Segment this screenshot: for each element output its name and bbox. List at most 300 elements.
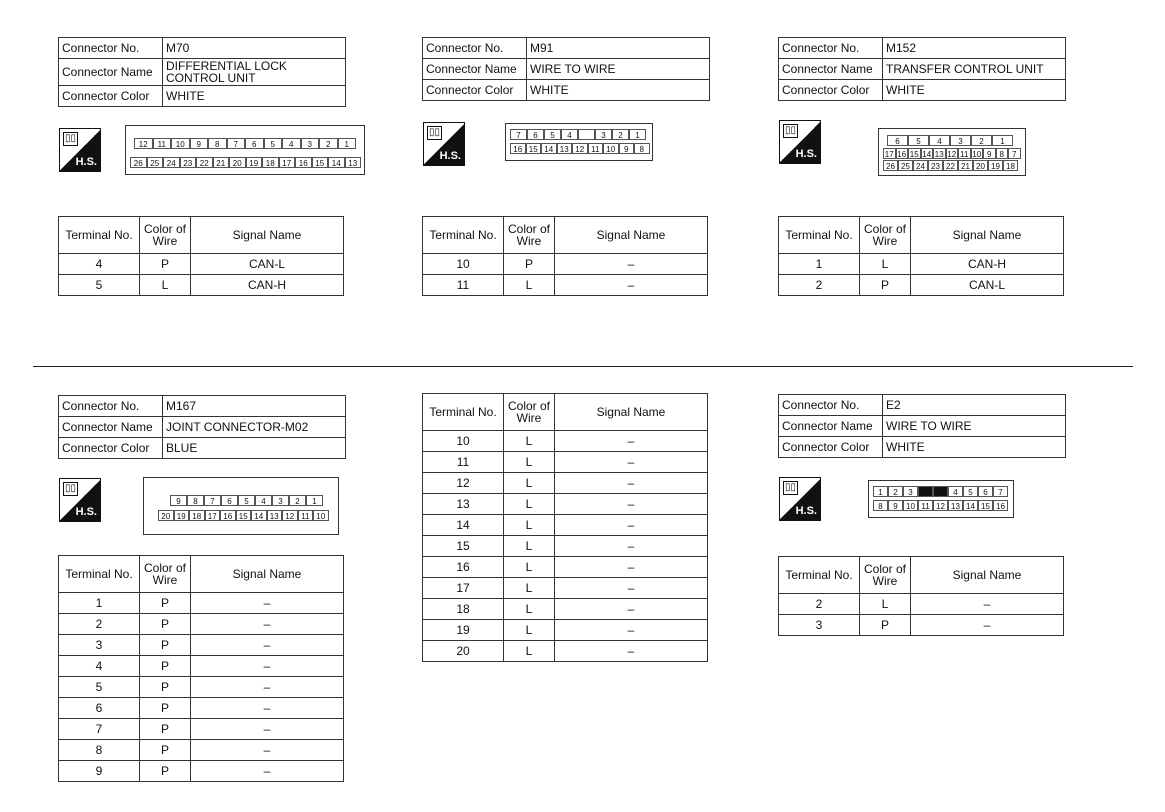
terminal-no-cell: 1 — [779, 254, 860, 275]
pin-cell: 10 — [313, 510, 329, 521]
terminal-no-header: Terminal No. — [423, 394, 504, 431]
terminal-table — [422, 393, 708, 662]
wire-color-header: Color of Wire — [140, 556, 191, 593]
wire-color-cell: L — [504, 557, 555, 578]
pin-cell: 21 — [958, 160, 973, 171]
pin-cell: 22 — [196, 157, 213, 168]
pin-cell: 2 — [971, 135, 992, 146]
pin-cell: 11 — [588, 143, 604, 154]
pin-cell: 10 — [903, 500, 918, 511]
table-row — [423, 254, 708, 275]
pin-blank — [933, 486, 948, 497]
hs-label: H.S. — [439, 150, 461, 162]
pin-cell: 6 — [978, 486, 993, 497]
terminal-table — [58, 555, 344, 782]
wire-color-cell: P — [140, 254, 191, 275]
pin-cell: 15 — [312, 157, 329, 168]
pin-cell: 1 — [306, 495, 323, 506]
table-row — [59, 677, 344, 698]
connector-info-table — [778, 394, 1066, 458]
wire-color-cell: P — [140, 656, 191, 677]
wire-color-header: Color of Wire — [504, 394, 555, 431]
pin-blank — [578, 129, 595, 140]
terminal-table — [778, 556, 1064, 636]
pin-cell: 7 — [227, 138, 246, 149]
table-row — [59, 740, 344, 761]
signal-name-cell: – — [555, 620, 708, 641]
table-row — [423, 275, 708, 296]
terminal-no-cell: 7 — [59, 719, 140, 740]
terminal-no-cell: 3 — [59, 635, 140, 656]
pin-cell: 24 — [913, 160, 928, 171]
pin-cell: 10 — [171, 138, 190, 149]
connector-color-value: WHITE — [527, 80, 710, 101]
wire-color-header: Color of Wire — [860, 557, 911, 594]
pin-cell: 23 — [928, 160, 943, 171]
pin-cell: 18 — [189, 510, 205, 521]
connector-color-label: Connector Color — [59, 438, 163, 459]
wire-color-cell: P — [140, 677, 191, 698]
connector-color-label: Connector Color — [779, 80, 883, 101]
signal-name-cell: – — [911, 615, 1064, 636]
connector-no-value: M70 — [163, 38, 346, 59]
wire-color-cell: L — [504, 578, 555, 599]
pin-cell: 19 — [174, 510, 190, 521]
hs-label: H.S. — [795, 505, 817, 517]
terminal-no-cell: 14 — [423, 515, 504, 536]
signal-name-header: Signal Name — [911, 557, 1064, 594]
wire-color-cell: P — [140, 635, 191, 656]
pin-cell: 7 — [510, 129, 527, 140]
terminal-no-cell: 2 — [59, 614, 140, 635]
table-row — [59, 719, 344, 740]
table-row — [423, 641, 708, 662]
pin-cell: 15 — [909, 150, 919, 159]
signal-name-header: Signal Name — [191, 217, 344, 254]
pin-cell: 8 — [996, 148, 1009, 159]
hs-label: H.S. — [75, 506, 97, 518]
table-row — [423, 578, 708, 599]
pin-cell: 16 — [510, 143, 526, 154]
pin-cell: 24 — [163, 157, 180, 168]
pin-cell: 9 — [888, 500, 903, 511]
pin-cell: 5 — [544, 129, 561, 140]
harness-side-icon: ▯▯ H.S. — [59, 128, 101, 172]
wire-color-cell: L — [504, 620, 555, 641]
pin-cell: 15 — [526, 143, 542, 154]
pin-row — [130, 157, 361, 168]
pin-cell: 4 — [561, 129, 578, 140]
connector-no-label: Connector No. — [779, 395, 883, 416]
pin-cell: 1 — [629, 129, 646, 140]
table-row — [59, 593, 344, 614]
connector-face-m70 — [125, 125, 365, 175]
pin-cell: 9 — [170, 495, 187, 506]
pin-cell: 25 — [898, 160, 913, 171]
table-row — [423, 599, 708, 620]
pin-cell: 15 — [978, 500, 993, 511]
signal-name-cell: – — [191, 761, 344, 782]
pin-cell: 3 — [301, 138, 320, 149]
terminal-no-cell: 8 — [59, 740, 140, 761]
pin-cell: 12 — [947, 150, 957, 159]
connector-no-value: E2 — [883, 395, 1066, 416]
pin-cell: 20 — [973, 160, 988, 171]
wire-color-cell: L — [504, 641, 555, 662]
terminal-no-cell: 4 — [59, 656, 140, 677]
connector-name-label: Connector Name — [423, 59, 527, 80]
wire-color-cell: L — [504, 473, 555, 494]
terminal-no-header: Terminal No. — [423, 217, 504, 254]
connector-name-label: Connector Name — [59, 417, 163, 438]
pin-cell: 13 — [948, 500, 963, 511]
pin-cell: 6 — [527, 129, 544, 140]
pin-cell: 1 — [338, 138, 357, 149]
pin-cell: 14 — [251, 510, 267, 521]
wire-color-cell: P — [140, 614, 191, 635]
signal-name-cell: – — [191, 614, 344, 635]
pin-cell: 9 — [190, 138, 209, 149]
connector-name-label: Connector Name — [779, 59, 883, 80]
pin-cell: 8 — [873, 500, 888, 511]
connector-color-value: WHITE — [883, 80, 1066, 101]
table-row — [423, 557, 708, 578]
pin-cell: 11 — [958, 148, 971, 159]
signal-name-cell: CAN-L — [911, 275, 1064, 296]
wire-color-cell: L — [504, 494, 555, 515]
terminal-no-cell: 10 — [423, 431, 504, 452]
pin-cell: 3 — [903, 486, 918, 497]
table-row — [779, 594, 1064, 615]
connector-name-value: WIRE TO WIRE — [527, 59, 710, 80]
table-row — [59, 761, 344, 782]
table-row — [59, 254, 344, 275]
pin-cell: 2 — [612, 129, 629, 140]
pin-blank — [918, 486, 933, 497]
signal-name-cell: – — [555, 578, 708, 599]
pin-cell: 12 — [134, 138, 153, 149]
pin-cell: 19 — [246, 157, 263, 168]
pin-cell: 2 — [289, 495, 306, 506]
connector-no-value: M167 — [163, 396, 346, 417]
pin-cell: 16 — [220, 510, 236, 521]
pin-cell: 12 — [572, 143, 588, 154]
table-row — [779, 254, 1064, 275]
terminal-no-cell: 6 — [59, 698, 140, 719]
table-row — [59, 656, 344, 677]
terminal-no-cell: 18 — [423, 599, 504, 620]
pin-cell: 26 — [883, 160, 898, 171]
table-row — [779, 615, 1064, 636]
pin-cell: 16 — [993, 500, 1008, 511]
pin-cell: 17 — [884, 150, 894, 159]
connector-face-m167 — [143, 477, 339, 535]
signal-name-cell: – — [911, 594, 1064, 615]
pin-cell: 23 — [180, 157, 197, 168]
terminal-no-header: Terminal No. — [59, 556, 140, 593]
pin-cell: 7 — [1008, 148, 1021, 159]
terminal-no-cell: 16 — [423, 557, 504, 578]
pin-cell: 6 — [221, 495, 238, 506]
pin-cell: 3 — [272, 495, 289, 506]
pin-cell: 4 — [282, 138, 301, 149]
terminal-table — [778, 216, 1064, 296]
wire-color-header: Color of Wire — [860, 217, 911, 254]
signal-name-cell: – — [191, 677, 344, 698]
terminal-no-cell: 5 — [59, 677, 140, 698]
signal-name-cell: – — [555, 536, 708, 557]
connector-name-value: JOINT CONNECTOR-M02 — [163, 417, 346, 438]
wire-color-cell: L — [860, 594, 911, 615]
terminal-no-header: Terminal No. — [59, 217, 140, 254]
table-row — [423, 473, 708, 494]
connector-face-m152 — [878, 128, 1026, 176]
terminal-no-cell: 1 — [59, 593, 140, 614]
pin-cell: 13 — [267, 510, 283, 521]
hs-label: H.S. — [75, 156, 97, 168]
table-row — [59, 275, 344, 296]
signal-name-cell: – — [555, 473, 708, 494]
wire-color-cell: P — [504, 254, 555, 275]
hs-label: H.S. — [795, 148, 817, 160]
terminal-no-cell: 17 — [423, 578, 504, 599]
signal-name-cell: – — [555, 599, 708, 620]
signal-name-cell: – — [191, 740, 344, 761]
wire-color-cell: P — [140, 593, 191, 614]
pin-cell: 5 — [238, 495, 255, 506]
pin-cell: 17 — [205, 510, 221, 521]
connector-color-value: WHITE — [163, 86, 346, 107]
pin-row — [873, 500, 1008, 511]
pin-cell: 26 — [130, 157, 147, 168]
pin-cell: 14 — [328, 157, 345, 168]
pin-cell: 18 — [262, 157, 279, 168]
pin-cell: 1 — [992, 135, 1013, 146]
harness-side-icon: ▯▯ H.S. — [779, 120, 821, 164]
wire-color-cell: L — [504, 452, 555, 473]
terminal-no-cell: 19 — [423, 620, 504, 641]
wire-color-cell: L — [860, 254, 911, 275]
wire-color-cell: L — [504, 599, 555, 620]
pin-cell: 4 — [255, 495, 272, 506]
pin-cell: 22 — [943, 160, 958, 171]
wire-color-cell: L — [504, 431, 555, 452]
terminal-no-cell: 11 — [423, 452, 504, 473]
pin-cell: 9 — [619, 143, 635, 154]
signal-name-cell: – — [191, 635, 344, 656]
table-row — [423, 452, 708, 473]
pin-cell: 8 — [187, 495, 204, 506]
pin-cell: 14 — [922, 150, 932, 159]
pin-row — [158, 510, 329, 521]
pin-cell: 10 — [972, 150, 982, 159]
connector-color-label: Connector Color — [59, 86, 163, 107]
pin-cell: 10 — [603, 143, 619, 154]
pin-cell: 16 — [897, 150, 907, 159]
signal-name-header: Signal Name — [555, 394, 708, 431]
terminal-table — [58, 216, 344, 296]
signal-name-cell: – — [555, 557, 708, 578]
terminal-no-cell: 12 — [423, 473, 504, 494]
connector-no-label: Connector No. — [59, 396, 163, 417]
pin-cell: 13 — [934, 150, 944, 159]
pin-cell: 4 — [929, 135, 950, 146]
pin-cell: 11 — [298, 510, 314, 521]
signal-name-cell: – — [555, 494, 708, 515]
wire-color-cell: P — [140, 698, 191, 719]
pin-row — [887, 135, 1013, 146]
connector-no-label: Connector No. — [779, 38, 883, 59]
signal-name-header: Signal Name — [911, 217, 1064, 254]
pin-cell: 21 — [213, 157, 230, 168]
section-divider — [33, 366, 1133, 367]
wire-color-cell: P — [140, 719, 191, 740]
wire-color-cell: L — [504, 275, 555, 296]
pin-row — [883, 148, 1021, 159]
connector-color-value: BLUE — [163, 438, 346, 459]
terminal-no-cell: 13 — [423, 494, 504, 515]
wire-color-cell: L — [504, 515, 555, 536]
table-row — [59, 614, 344, 635]
wire-color-cell: P — [140, 761, 191, 782]
signal-name-cell: – — [555, 254, 708, 275]
connector-name-value: DIFFERENTIAL LOCK CONTROL UNIT — [163, 59, 346, 86]
connector-info-table — [422, 37, 710, 101]
connector-name-value: TRANSFER CONTROL UNIT — [883, 59, 1066, 80]
pin-cell: 1 — [873, 486, 888, 497]
pin-cell: 2 — [319, 138, 338, 149]
table-row — [59, 698, 344, 719]
pin-cell: 14 — [541, 143, 557, 154]
pin-cell: 2 — [888, 486, 903, 497]
terminal-no-cell: 2 — [779, 275, 860, 296]
pin-cell: 20 — [229, 157, 246, 168]
pin-row — [170, 495, 323, 506]
connector-info-table — [58, 395, 346, 459]
table-row — [59, 635, 344, 656]
terminal-table — [422, 216, 708, 296]
connector-no-label: Connector No. — [423, 38, 527, 59]
signal-name-cell: – — [191, 719, 344, 740]
pin-cell: 8 — [208, 138, 227, 149]
terminal-no-cell: 11 — [423, 275, 504, 296]
wire-color-header: Color of Wire — [140, 217, 191, 254]
connector-name-label: Connector Name — [59, 59, 163, 86]
table-row — [423, 515, 708, 536]
harness-side-icon: ▯▯ H.S. — [423, 122, 465, 166]
harness-side-icon: ▯▯ H.S. — [779, 477, 821, 521]
table-row — [423, 536, 708, 557]
pin-cell: 18 — [1003, 160, 1018, 171]
connector-color-value: WHITE — [883, 437, 1066, 458]
pin-cell: 3 — [595, 129, 612, 140]
wire-color-cell: P — [860, 275, 911, 296]
pin-cell: 8 — [634, 143, 650, 154]
table-row — [423, 620, 708, 641]
signal-name-cell: – — [555, 452, 708, 473]
pin-cell: 11 — [153, 138, 172, 149]
pin-row — [510, 129, 646, 140]
pin-cell: 13 — [557, 143, 573, 154]
signal-name-cell: – — [555, 431, 708, 452]
pin-row — [510, 143, 650, 154]
wire-color-cell: L — [140, 275, 191, 296]
pin-cell: 14 — [963, 500, 978, 511]
terminal-no-header: Terminal No. — [779, 557, 860, 594]
signal-name-cell: – — [191, 698, 344, 719]
pin-cell: 19 — [988, 160, 1003, 171]
pin-row — [873, 486, 1008, 497]
table-row — [779, 275, 1064, 296]
pin-cell: 12 — [933, 500, 948, 511]
pin-cell: 11 — [918, 500, 933, 511]
signal-name-cell: – — [555, 515, 708, 536]
pin-cell: 4 — [948, 486, 963, 497]
connector-color-label: Connector Color — [779, 437, 883, 458]
signal-name-cell: CAN-L — [191, 254, 344, 275]
terminal-no-cell: 2 — [779, 594, 860, 615]
wire-color-header: Color of Wire — [504, 217, 555, 254]
connector-face-m91 — [505, 123, 653, 161]
pin-row — [883, 160, 1018, 171]
pin-cell: 3 — [950, 135, 971, 146]
signal-name-cell: CAN-H — [911, 254, 1064, 275]
signal-name-cell: CAN-H — [191, 275, 344, 296]
table-row — [423, 494, 708, 515]
pin-row — [134, 138, 356, 149]
wire-color-cell: L — [504, 536, 555, 557]
wire-color-cell: P — [860, 615, 911, 636]
signal-name-cell: – — [555, 275, 708, 296]
terminal-no-cell: 3 — [779, 615, 860, 636]
connector-no-value: M152 — [883, 38, 1066, 59]
terminal-no-cell: 4 — [59, 254, 140, 275]
pin-cell: 16 — [295, 157, 312, 168]
pin-cell: 6 — [245, 138, 264, 149]
terminal-no-cell: 20 — [423, 641, 504, 662]
connector-no-value: M91 — [527, 38, 710, 59]
connector-info-table — [778, 37, 1066, 101]
pin-cell: 25 — [147, 157, 164, 168]
signal-name-header: Signal Name — [555, 217, 708, 254]
pin-cell: 7 — [993, 486, 1008, 497]
pin-cell: 15 — [236, 510, 252, 521]
harness-side-icon: ▯▯ H.S. — [59, 478, 101, 522]
table-row — [423, 431, 708, 452]
signal-name-header: Signal Name — [191, 556, 344, 593]
terminal-no-cell: 5 — [59, 275, 140, 296]
connector-no-label: Connector No. — [59, 38, 163, 59]
terminal-no-cell: 10 — [423, 254, 504, 275]
signal-name-cell: – — [555, 641, 708, 662]
pin-cell: 9 — [983, 148, 996, 159]
terminal-no-cell: 15 — [423, 536, 504, 557]
pin-cell: 12 — [282, 510, 298, 521]
pin-cell: 20 — [158, 510, 174, 521]
connector-name-value: WIRE TO WIRE — [883, 416, 1066, 437]
pin-cell: 5 — [963, 486, 978, 497]
pin-cell: 17 — [279, 157, 296, 168]
connector-name-label: Connector Name — [779, 416, 883, 437]
pin-cell: 6 — [887, 135, 908, 146]
terminal-no-cell: 9 — [59, 761, 140, 782]
pin-cell: 13 — [345, 157, 362, 168]
wire-color-cell: P — [140, 740, 191, 761]
pin-cell: 5 — [264, 138, 283, 149]
signal-name-cell: – — [191, 656, 344, 677]
connector-info-table — [58, 37, 346, 107]
pin-cell: 5 — [908, 135, 929, 146]
